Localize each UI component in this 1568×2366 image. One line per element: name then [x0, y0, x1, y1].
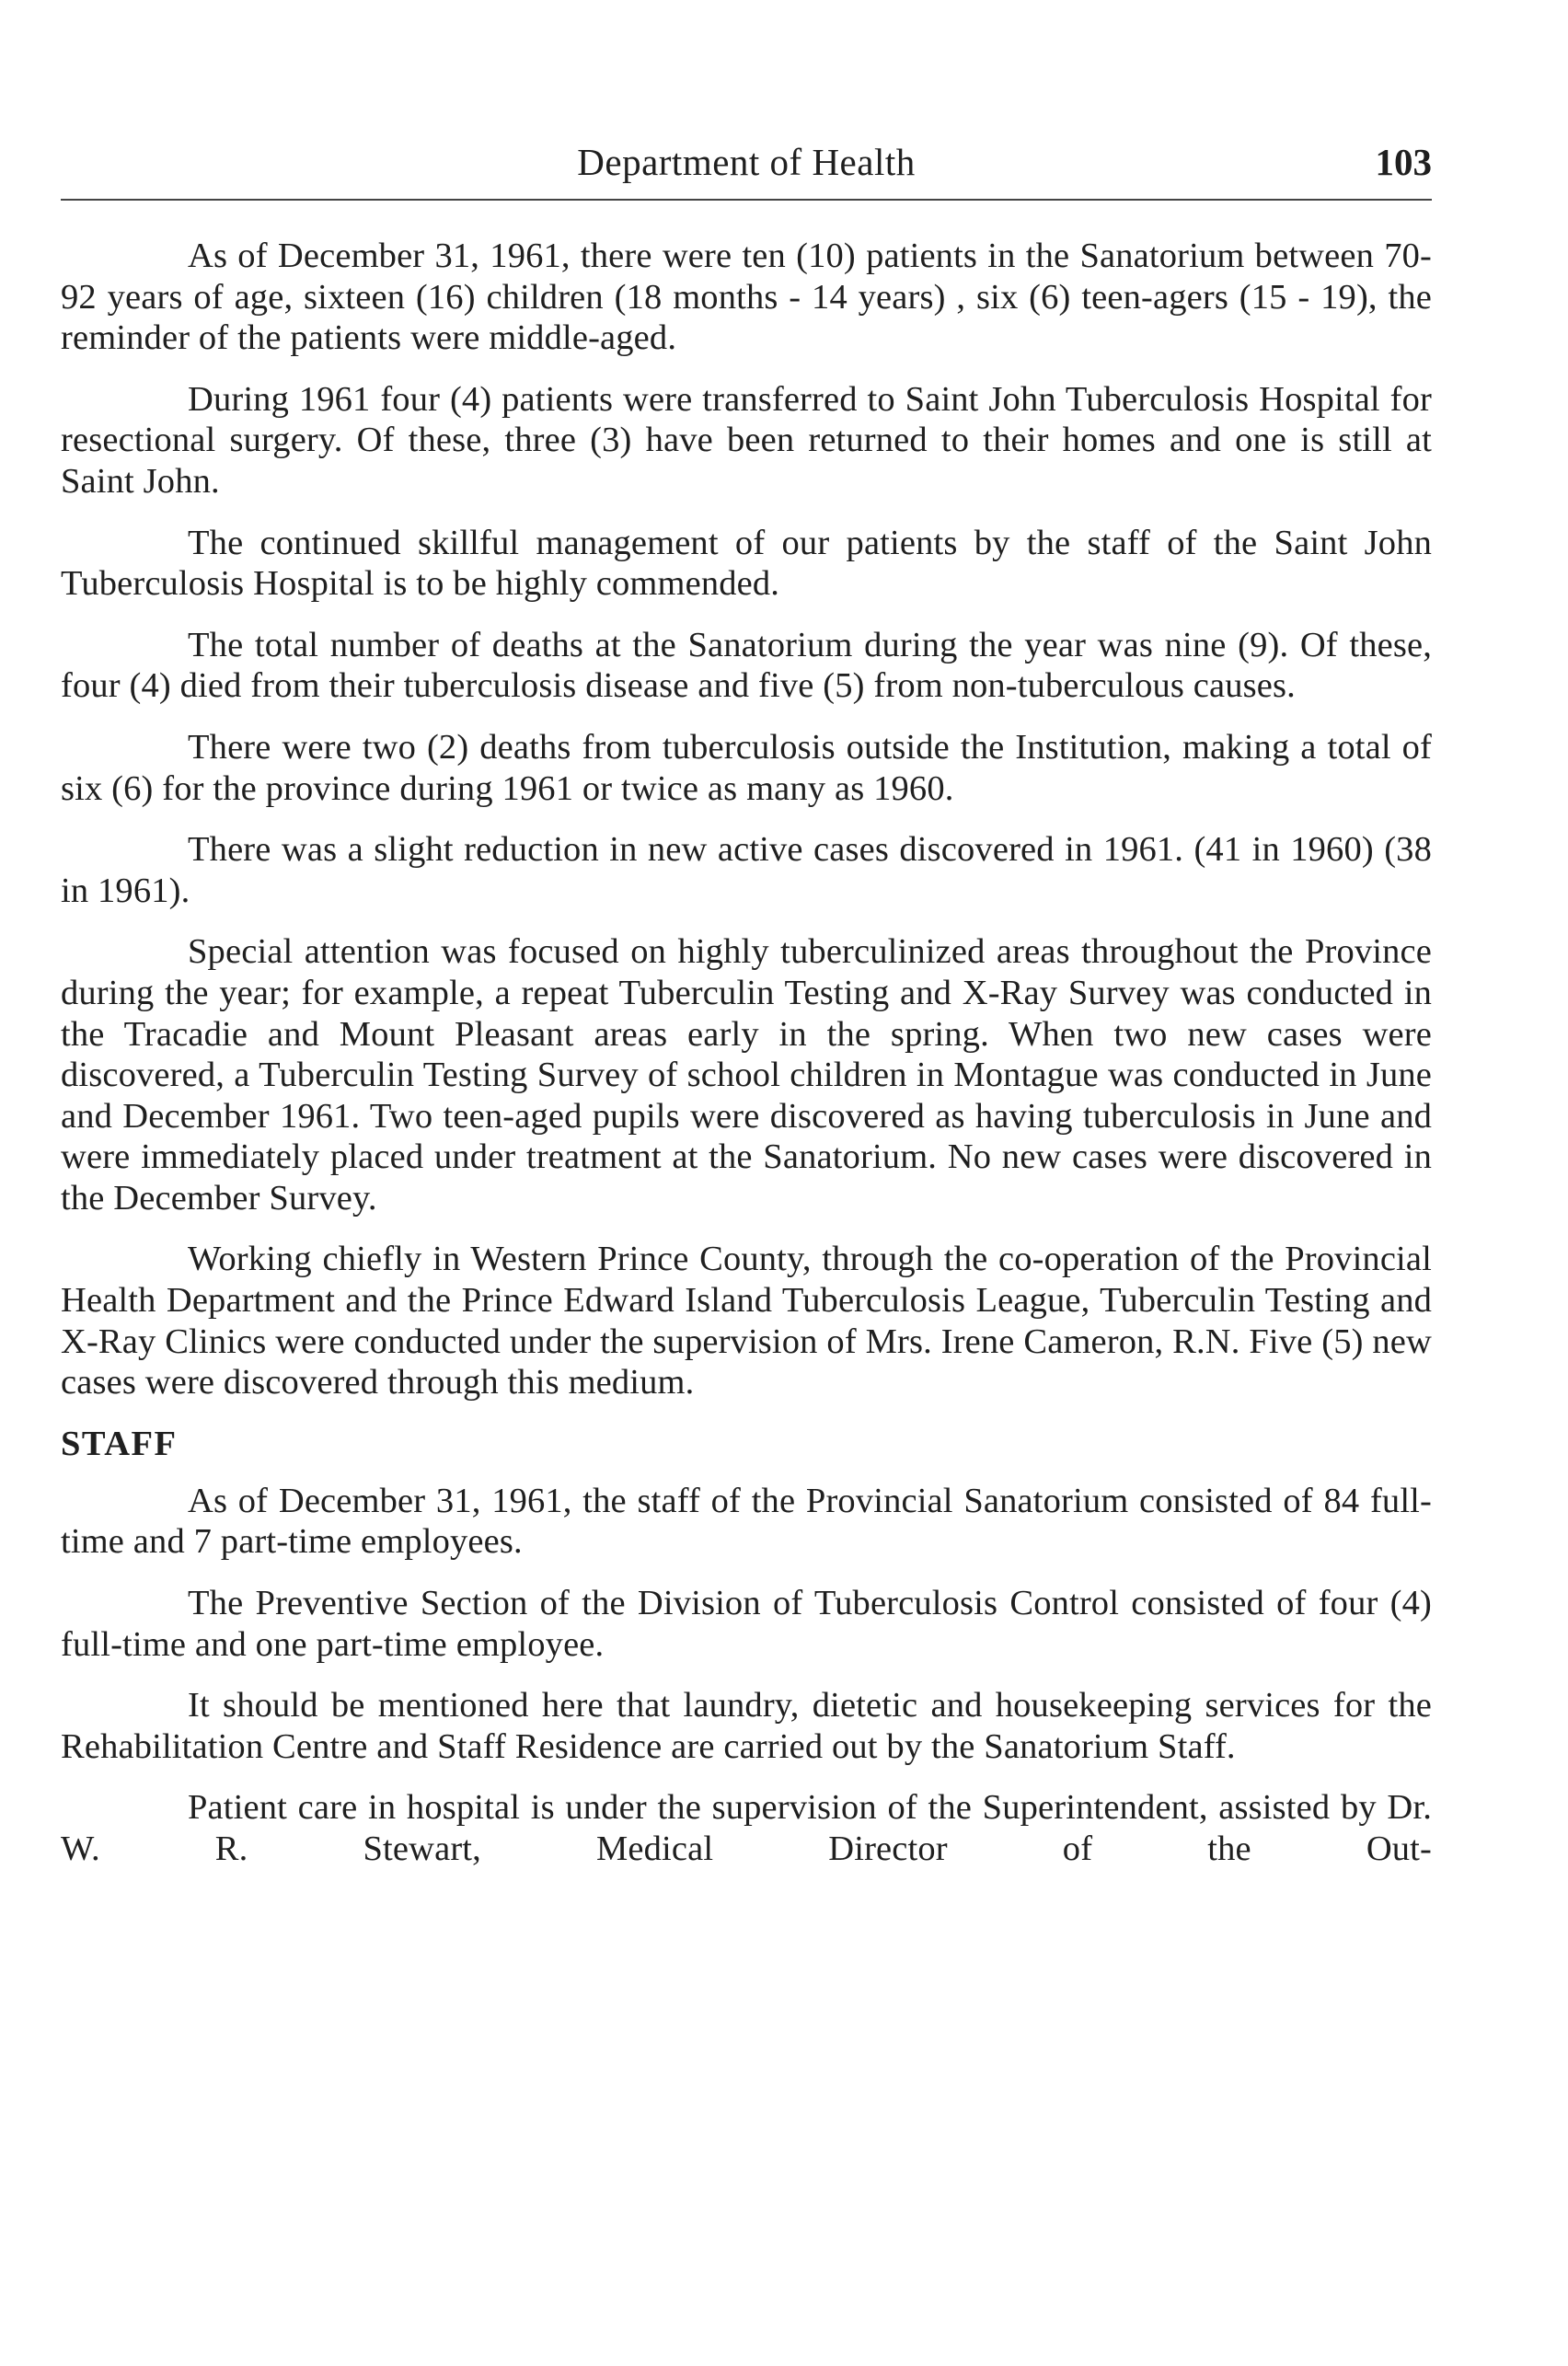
body-text [61, 236, 1432, 1870]
paragraph: The continued skillful management of our patients by the staff of the Saint John Tuberculosis Hospital is to be highly commended. [61, 523, 1432, 604]
page-number: 103 [1375, 141, 1432, 183]
paragraph: Special attention was focused on highly tuberculinized areas throughout the Province during the year; for example, a repeat Tuberculin Testing and X-Ray Survey was conducted in the Tracadie and Mount Pleasant areas early in the spring. When two new cases were discovered, a Tuberculin Testing Survey of school children in Montague was conducted in June and December 1961. Two teen-aged pupils were discovered as having tuberculosis in June and were immediately placed under treatment at the Sanatorium. No new cases were discovered in the December Survey. [61, 932, 1432, 1218]
header-rule [61, 199, 1432, 201]
paragraph: The Preventive Section of the Division of Tuberculosis Control consisted of four (4) full-time and one part-time employee. [61, 1584, 1432, 1664]
running-title: Department of Health [577, 141, 916, 183]
paragraph: There was a slight reduction in new active cases discovered in 1961. (41 in 1960) (38 in 1961). [61, 830, 1432, 910]
paragraph: There were two (2) deaths from tuberculosis outside the Institution, making a total of six (6) for the province during 1961 or twice as many as 1960. [61, 727, 1432, 808]
paragraph: As of December 31, 1961, there were ten (10) patients in the Sanatorium between 70-92 years of age, sixteen (16) children (18 months - 14 years) , six (6) teen-agers (15 - 19), the reminder of the patients were middle-aged. [61, 237, 1432, 358]
paragraph: Working chiefly in Western Prince County, through the co-operation of the Provincial Health Department and the Prince Edward Island Tuberculosis League, Tuberculin Testing and X-Ray Clinics were conducted under the supervision of Mrs. Irene Cameron, R.N. Five (5) new cases were discovered through this medium. [61, 1240, 1432, 1402]
paragraph: Patient care in hospital is under the supervision of the Superintendent, assisted by Dr. W. R. Stewart, Medical Director of the Out- [61, 1788, 1432, 1868]
section-heading: STAFF [61, 1424, 178, 1463]
paragraph: As of December 31, 1961, the staff of the Provincial Sanatorium consisted of 84 full-time and 7 part-time employees. [61, 1481, 1432, 1562]
document-page [61, 129, 1432, 1890]
paragraph: It should be mentioned here that laundry, dietetic and housekeeping services for the Rehabilitation Centre and Staff Residence are carried out by the Sanatorium Staff. [61, 1686, 1432, 1766]
paragraph: The total number of deaths at the Sanatorium during the year was nine (9). Of these, four (4) died from their tuberculosis disease and five (5) from non-tuberculous causes. [61, 625, 1432, 706]
paragraph: During 1961 four (4) patients were transferred to Saint John Tuberculosis Hospital for resectional surgery. Of these, three (3) have been returned to their homes and one is still at Saint John. [61, 379, 1432, 501]
running-header [61, 129, 1432, 202]
